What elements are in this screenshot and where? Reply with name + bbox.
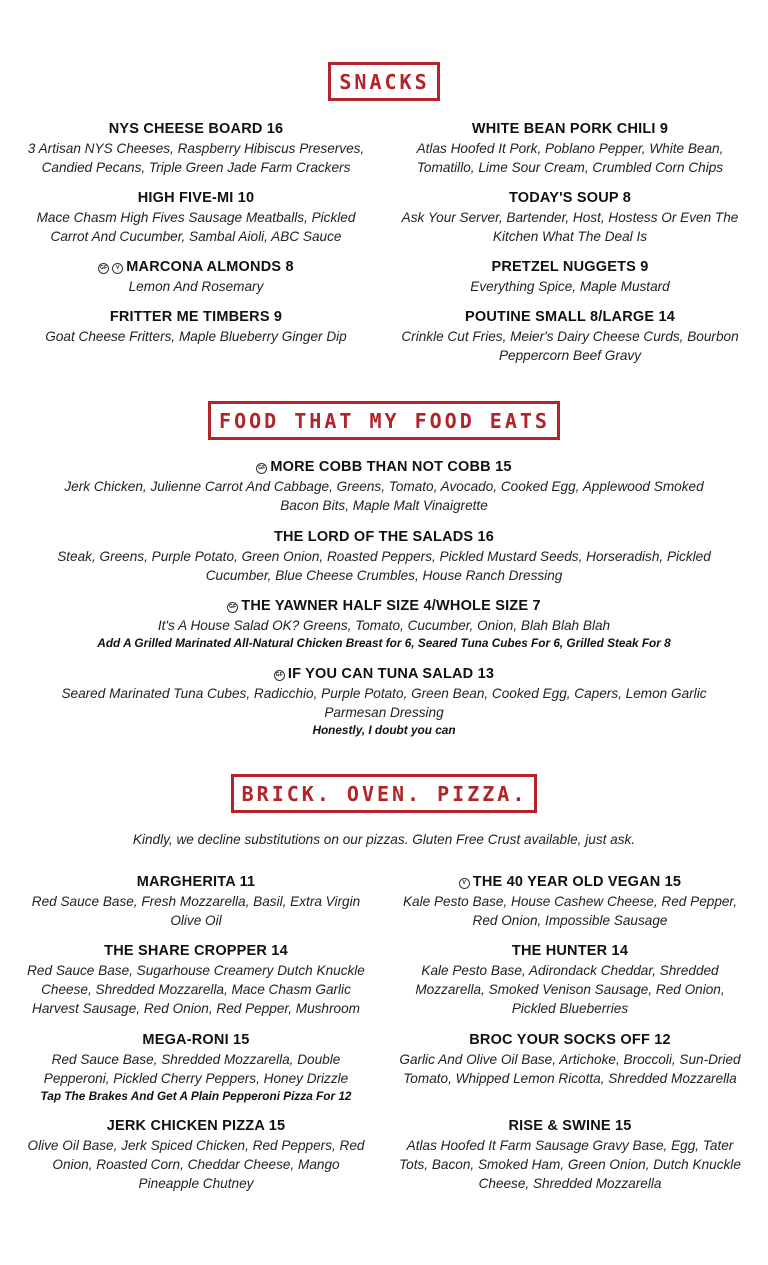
menu-item: PRETZEL NUGGETS 9 Everything Spice, Maple Mustard: [470, 259, 670, 294]
menu-item: BROC YOUR SOCKS OFF 12 Garlic And Olive Oil Base, Artichoke, Broccoli, Sun-Dried Tomato, Whipped Lemon Ricotta, Shredded Mozzarella: [399, 1032, 741, 1086]
pizza-heading: BRICK. OVEN. PIZZA.: [0, 774, 768, 813]
menu-item: POUTINE SMALL 8/LARGE 14 Crinkle Cut Fries, Meier's Dairy Cheese Curds, Bourbon Peppercorn Beef Gravy: [401, 309, 739, 363]
salads-heading: FOOD THAT MY FOOD EATS: [0, 401, 768, 440]
vegan-icon: V: [112, 263, 123, 274]
menu-item: GF V MARCONA ALMONDS 8 Lemon And Rosemary: [100, 259, 294, 294]
menu-item: FRITTER ME TIMBERS 9 Goat Cheese Fritters, Maple Blueberry Ginger Dip: [45, 309, 347, 344]
snacks-heading: SNACKS: [0, 62, 768, 101]
menu-item: TODAY'S SOUP 8 Ask Your Server, Bartender, Host, Hostess Or Even The Kitchen What The Deal Is: [401, 190, 739, 244]
gluten-free-icon: GF: [227, 602, 238, 613]
gluten-free-icon: GF: [98, 263, 109, 274]
gluten-free-icon: GF: [274, 670, 285, 681]
menu-item: V THE 40 YEAR OLD VEGAN 15 Kale Pesto Base, House Cashew Cheese, Red Pepper, Red Onion, Impossible Sausage: [402, 874, 737, 928]
gluten-free-icon: GF: [256, 463, 267, 474]
menu-item: HIGH FIVE-MI 10 Mace Chasm High Fives Sausage Meatballs, Pickled Carrot And Cucumber, Sambal Aioli, ABC Sauce: [36, 190, 356, 244]
menu-item: THE SHARE CROPPER 14 Red Sauce Base, Sugarhouse Creamery Dutch Knuckle Cheese, Shredded Mozzarella, Mace Chasm Garlic Harvest Sausage, Red Onion, Red Pepper, Mushroom: [27, 943, 365, 1016]
pizza-intro: Kindly, we decline substitutions on our pizzas. Gluten Free Crust available, just ask.: [132, 832, 636, 847]
menu-item: GF IF YOU CAN TUNA SALAD 13 Seared Marinated Tuna Cubes, Radicchio, Purple Potato, Green Bean, Cooked Egg, Capers, Lemon Garlic Parmesan Dressing Honestly, I doubt you can: [61, 666, 707, 737]
menu-item: NYS CHEESE BOARD 16 3 Artisan NYS Cheeses, Raspberry Hibiscus Preserves, Candied Pecans, Triple Green Jade Farm Crackers: [27, 121, 365, 175]
menu-item: MEGA-RONI 15 Red Sauce Base, Shredded Mozzarella, Double Pepperoni, Pickled Cherry Peppers, Honey Drizzle Tap The Brakes And Get A Plain Pepperoni Pizza For 12: [40, 1032, 352, 1103]
menu-item: GF MORE COBB THAN NOT COBB 15 Jerk Chicken, Julienne Carrot And Cabbage, Greens, Tomato, Avocado, Cooked Egg, Applewood Smoked Bacon Bits, Maple Malt Vinaigrette: [64, 459, 704, 513]
vegan-icon: V: [459, 878, 470, 889]
menu-item: THE HUNTER 14 Kale Pesto Base, Adirondack Cheddar, Shredded Mozzarella, Smoked Venison Sausage, Red Onion, Pickled Blueberries: [415, 943, 725, 1016]
menu-item: WHITE BEAN PORK CHILI 9 Atlas Hoofed It Pork, Poblano Pepper, White Bean, Tomatillo, Lime Sour Cream, Crumbled Corn Chips: [416, 121, 724, 175]
menu-item: JERK CHICKEN PIZZA 15 Olive Oil Base, Jerk Spiced Chicken, Red Peppers, Red Onion, Roasted Corn, Cheddar Cheese, Mango Pineapple Chutney: [27, 1118, 365, 1191]
menu-item: THE LORD OF THE SALADS 16 Steak, Greens, Purple Potato, Green Onion, Roasted Peppers, Pickled Mustard Seeds, Horseradish, Pickled Cucumber, Blue Cheese Crumbles, House Ranch Dressing: [57, 529, 711, 583]
menu-item: GF THE YAWNER HALF SIZE 4/WHOLE SIZE 7 It's A House Salad OK? Greens, Tomato, Cucumber, Onion, Blah Blah Blah Add A Grilled Marinated All-Natural Chicken Breast for 6, Seared Tuna Cubes For 6, Grilled Steak For 8: [97, 598, 671, 650]
menu-item: MARGHERITA 11 Red Sauce Base, Fresh Mozzarella, Basil, Extra Virgin Olive Oil: [31, 874, 361, 928]
menu-item: RISE & SWINE 15 Atlas Hoofed It Farm Sausage Gravy Base, Egg, Tater Tots, Bacon, Smoked Ham, Green Onion, Dutch Knuckle Cheese, Shredded Mozzarella: [399, 1118, 741, 1191]
